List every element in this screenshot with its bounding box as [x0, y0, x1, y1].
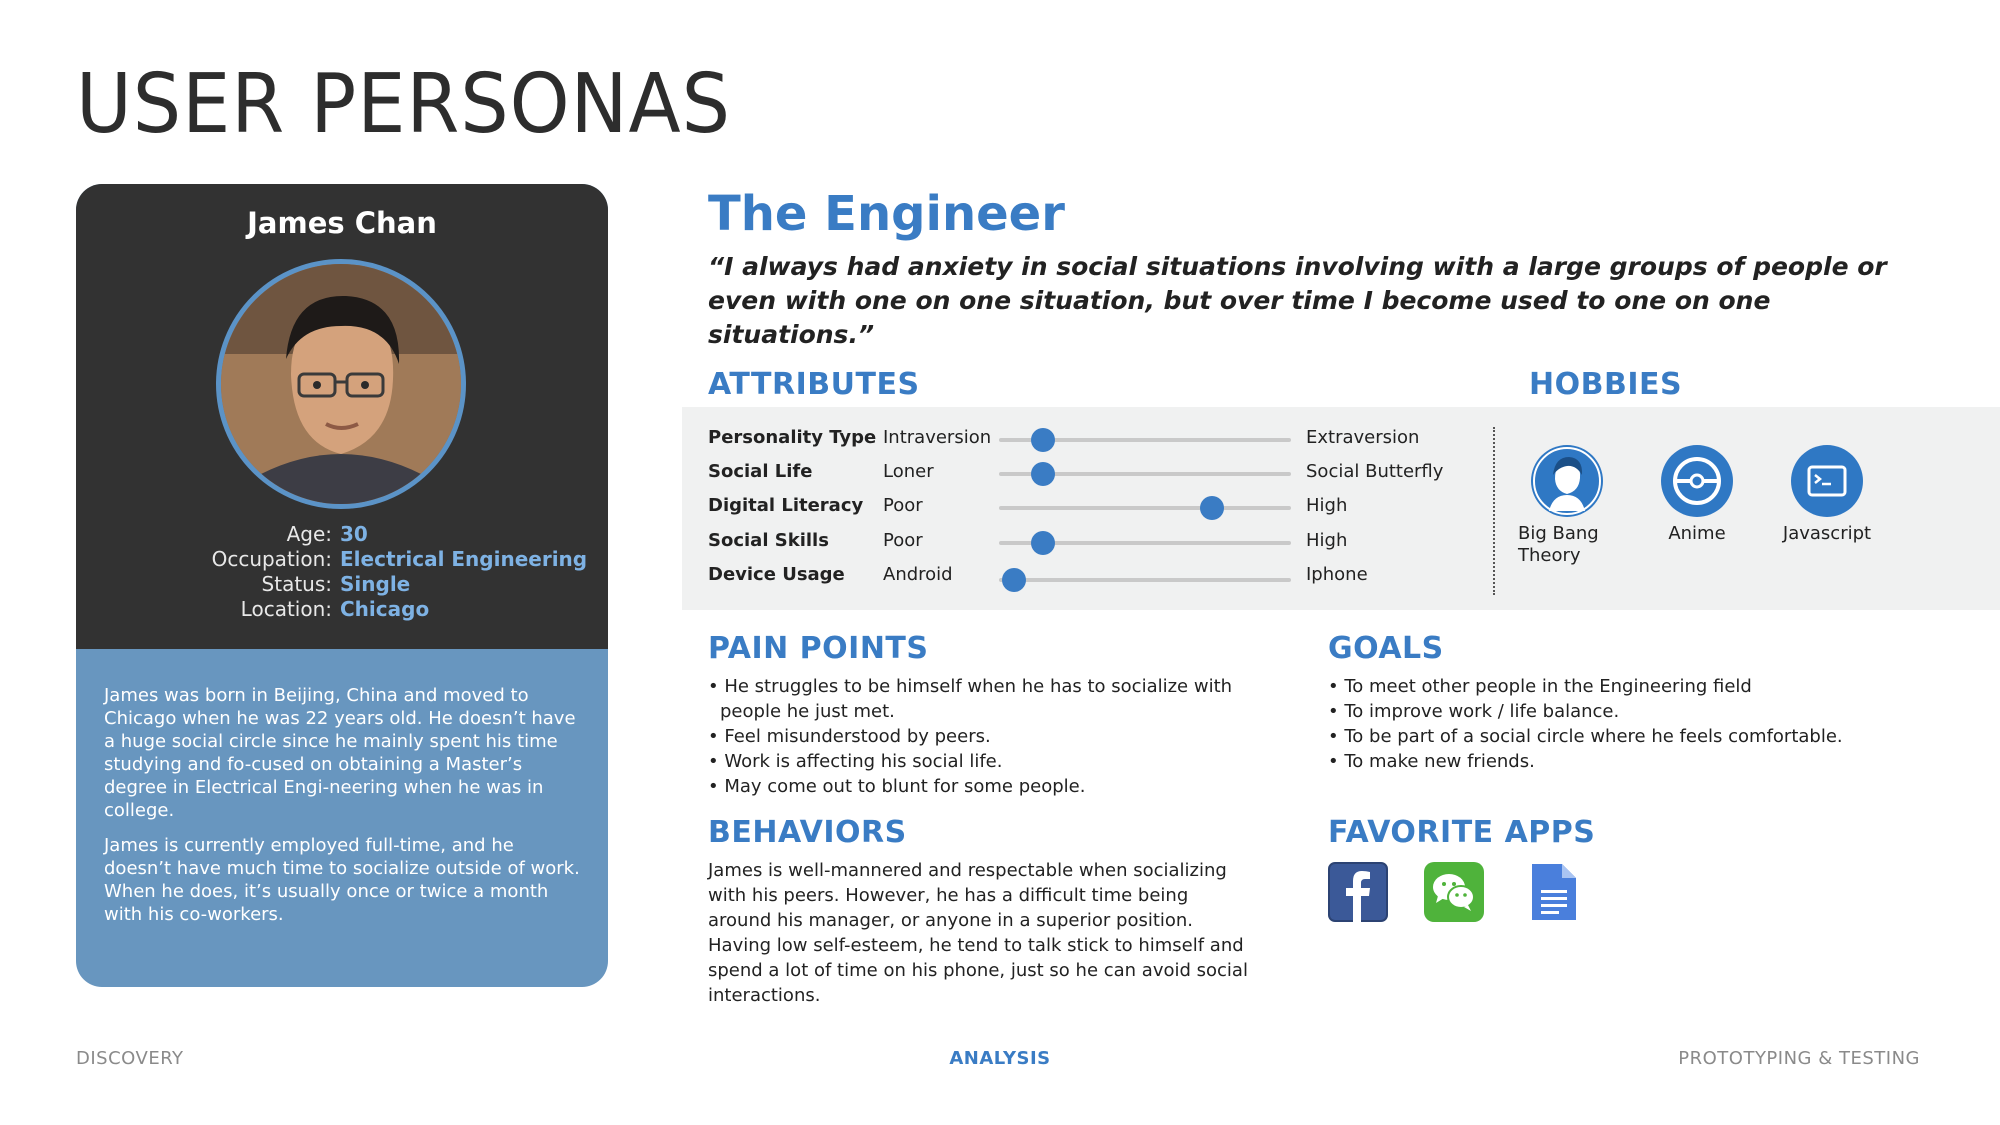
avatar: [216, 259, 466, 509]
attribute-slider-knob[interactable]: [1031, 428, 1055, 452]
hobbies-heading: HOBBIES: [1529, 367, 1683, 402]
fact-value: Electrical Engineering: [340, 547, 588, 571]
list-item: • He struggles to be himself when he has to socialize with people he just met.: [708, 674, 1248, 724]
hobby-label: Anime: [1668, 523, 1726, 544]
attribute-label: Device Usage: [708, 564, 845, 585]
page-title: USER PERSONAS: [76, 57, 731, 152]
list-item: • To improve work / life balance.: [1328, 699, 1948, 724]
terminal-icon: [1791, 445, 1863, 517]
list-item: • To meet other people in the Engineering field: [1328, 674, 1948, 699]
profile-facts: [76, 522, 608, 622]
persona-quote: “I always had anxiety in social situations involving with a large groups of people or even with one on one situation, but over time I become used to one on one situations.”: [708, 252, 1887, 349]
wechat-icon: [1424, 862, 1484, 922]
attribute-label: Personality Type: [708, 427, 877, 448]
list-item: • To make new friends.: [1328, 749, 1948, 774]
attribute-max-label: Extraversion: [1306, 427, 1420, 448]
facebook-icon: [1328, 862, 1388, 922]
hobby-anime: [1622, 445, 1772, 545]
profile-card-header: [76, 184, 608, 649]
behaviors-heading: BEHAVIORS: [708, 815, 907, 850]
nav-discovery[interactable]: DISCOVERY: [76, 1048, 184, 1069]
attribute-min-label: Poor: [883, 530, 923, 551]
fact-label: Age:: [286, 522, 332, 546]
fact-occupation: [76, 547, 608, 572]
list-item: • Work is affecting his social life.: [708, 749, 1248, 774]
bio-paragraph: James is currently employed full-time, and he doesn’t have much time to socialize outside of work. When he does, it’s usually once or twice a month with his co-workers.: [104, 835, 580, 925]
nav-analysis[interactable]: ANALYSIS: [949, 1048, 1051, 1069]
attribute-slider-track[interactable]: [999, 578, 1291, 582]
profile-bio: [104, 684, 584, 938]
attribute-label: Social Skills: [708, 530, 829, 551]
attribute-slider-track[interactable]: [999, 506, 1291, 510]
hobby-javascript: [1752, 445, 1902, 545]
attribute-max-label: High: [1306, 530, 1348, 551]
attribute-max-label: Social Butterfly: [1306, 461, 1444, 482]
attribute-label: Social Life: [708, 461, 813, 482]
hobby-label: Javascript: [1782, 523, 1872, 544]
pain-points-heading: PAIN POINTS: [708, 631, 929, 666]
hobby-label: Big Bang Theory: [1518, 523, 1599, 566]
fact-age: [76, 522, 608, 547]
attribute-min-label: Android: [883, 564, 953, 585]
fact-value: Chicago: [340, 597, 430, 621]
goals-heading: GOALS: [1328, 631, 1444, 666]
profile-card: [76, 184, 608, 987]
attributes-heading: ATTRIBUTES: [708, 367, 920, 402]
nav-prototyping-testing[interactable]: PROTOTYPING & TESTING: [1678, 1048, 1920, 1069]
favorite-apps-heading: FAVORITE APPS: [1328, 815, 1596, 850]
attribute-slider-knob[interactable]: [1031, 462, 1055, 486]
list-item: • May come out to blunt for some people.: [708, 774, 1248, 799]
attribute-min-label: Loner: [883, 461, 934, 482]
list-item: • To be part of a social circle where he feels comfortable.: [1328, 724, 1948, 749]
fact-status: [76, 572, 608, 597]
persona-title: The Engineer: [708, 186, 1065, 242]
attribute-max-label: High: [1306, 495, 1348, 516]
attribute-min-label: Intraversion: [883, 427, 992, 448]
google-docs-icon: [1526, 862, 1586, 922]
attribute-slider-knob[interactable]: [1002, 568, 1026, 592]
bio-paragraph: James was born in Beijing, China and moved to Chicago when he was 22 years old. He doesn’t have a huge social circle since he mainly spent his time studying and fo-cused on obtaining a Master’s degree in Electrical Engi-neering when he was in college.: [104, 685, 576, 821]
attribute-label: Digital Literacy: [708, 495, 864, 516]
fact-label: Status:: [261, 572, 332, 596]
attribute-slider-knob[interactable]: [1200, 496, 1224, 520]
profile-name: James Chan: [247, 206, 437, 240]
pain-points-list: [708, 674, 1248, 799]
list-item: • Feel misunderstood by peers.: [708, 724, 1248, 749]
attribute-row: [682, 564, 2000, 594]
goals-list: [1328, 674, 1948, 774]
pokeball-icon: [1661, 445, 1733, 517]
attribute-max-label: Iphone: [1306, 564, 1368, 585]
fact-label: Location:: [240, 597, 332, 621]
attribute-slider-knob[interactable]: [1031, 531, 1055, 555]
behaviors-text: James is well-mannered and respectable when socializing with his peers. However, he has a difficult time being around his manager, or anyone in a superior position. Having low self-esteem, he tend to talk stick to himself and spend a lot of time on his phone, just so he can avoid social interactions.: [708, 860, 1248, 1006]
fact-value: Single: [340, 572, 411, 596]
fact-location: [76, 597, 608, 622]
attribute-min-label: Poor: [883, 495, 923, 516]
fact-value: 30: [340, 522, 368, 546]
person-icon: [1531, 445, 1603, 517]
hobby-big-bang-theory: [1492, 445, 1642, 567]
fact-label: Occupation:: [211, 547, 332, 571]
avatar-portrait-icon: [221, 264, 461, 504]
